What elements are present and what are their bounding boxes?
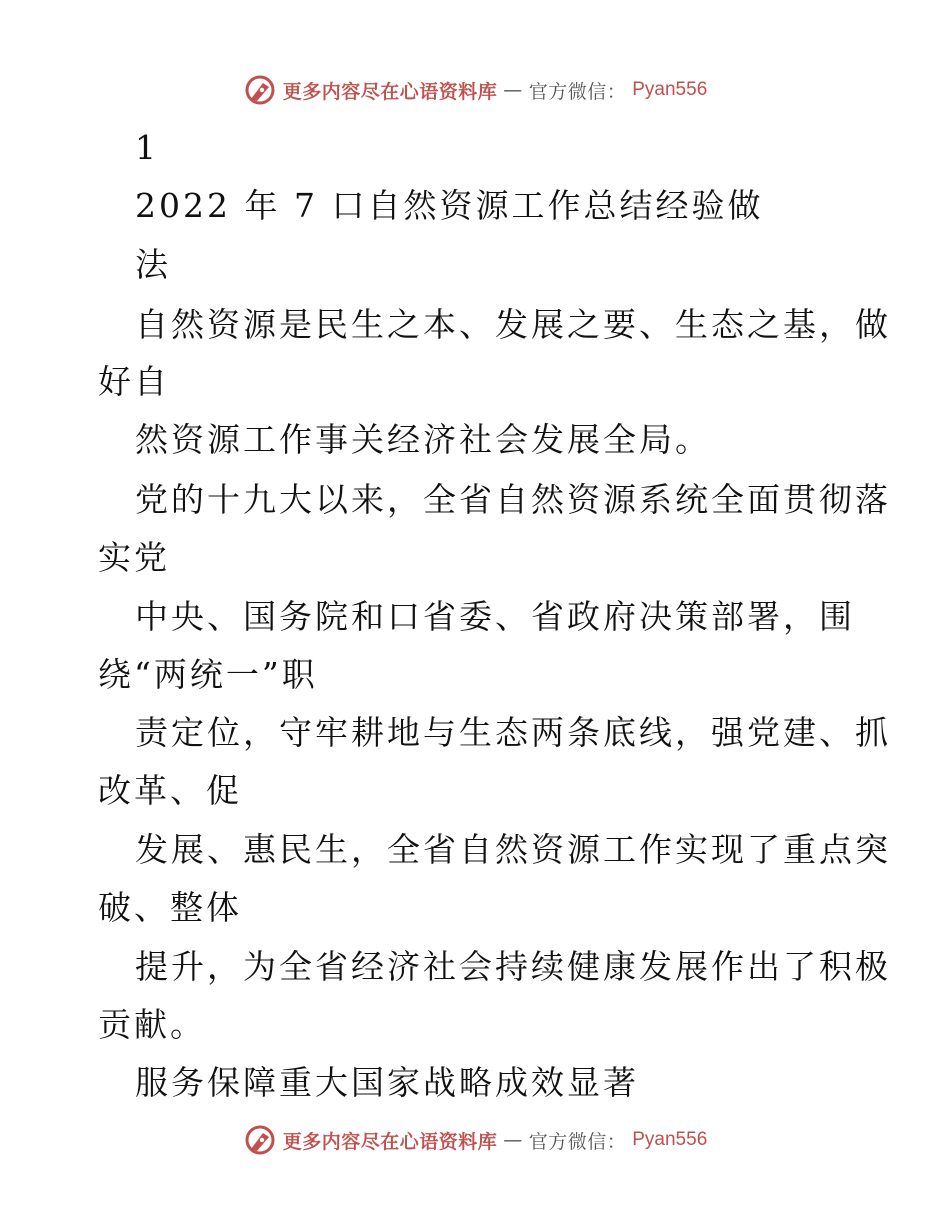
paragraph-line: 责定位，守牢耕地与生态两条底线，强党建、抓 bbox=[135, 713, 891, 752]
paragraph-line: 贡献。 bbox=[98, 1005, 206, 1044]
document-title-continued: 法 bbox=[135, 245, 171, 284]
paragraph-line: 中央、国务院和口省委、省政府决策部署，围 bbox=[135, 597, 855, 636]
page-number: 1 bbox=[135, 128, 159, 167]
banner-wechat-id: Pyan556 bbox=[632, 1129, 708, 1150]
header-banner bbox=[0, 70, 950, 110]
paragraph-line: 提升，为全省经济社会持续健康发展作出了积极 bbox=[135, 947, 891, 986]
document-title: 2022 年 7 口自然资源工作总结经验做 bbox=[135, 186, 764, 225]
footer-banner bbox=[0, 1120, 950, 1160]
section-heading: 服务保障重大国家战略成效显著 bbox=[135, 1063, 639, 1102]
banner-official-label: 官方微信： bbox=[528, 1130, 627, 1153]
banner-official-label: 官方微信： bbox=[528, 80, 627, 103]
banner-wechat-id: Pyan556 bbox=[632, 79, 708, 100]
banner-site-text: 更多内容尽在心语资料库 bbox=[282, 80, 498, 103]
paragraph-line: 然资源工作事关经济社会发展全局。 bbox=[135, 420, 711, 459]
pen-nib-logo-icon bbox=[243, 73, 277, 107]
banner-dash: — bbox=[503, 79, 523, 101]
paragraph-line: 绕“两统一”职 bbox=[98, 655, 318, 694]
banner-dash: — bbox=[503, 1129, 523, 1151]
banner-site-text: 更多内容尽在心语资料库 bbox=[282, 1130, 498, 1153]
paragraph-line: 党的十九大以来，全省自然资源系统全面贯彻落 bbox=[135, 480, 891, 519]
paragraph-line: 改革、促 bbox=[98, 771, 242, 810]
paragraph-line: 好自 bbox=[98, 362, 170, 401]
paragraph-line: 破、整体 bbox=[98, 888, 242, 927]
pen-nib-logo-icon bbox=[243, 1123, 277, 1157]
paragraph-line: 自然资源是民生之本、发展之要、生态之基，做 bbox=[135, 305, 891, 344]
paragraph-line: 实党 bbox=[98, 538, 170, 577]
paragraph-line: 发展、惠民生，全省自然资源工作实现了重点突 bbox=[135, 830, 891, 869]
